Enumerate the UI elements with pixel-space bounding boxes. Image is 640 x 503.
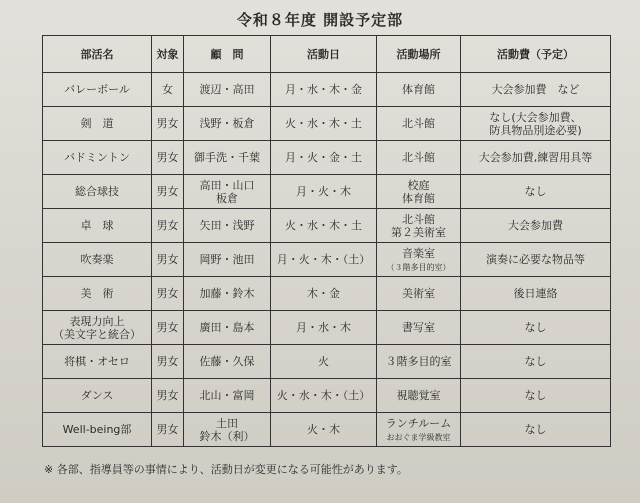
page-title: 令和８年度 開設予定部 <box>236 11 404 29</box>
place-cell-line: 第２美術室 <box>391 225 446 239</box>
target-cell <box>152 311 184 345</box>
table-row <box>43 73 611 107</box>
target-cell <box>152 379 184 413</box>
target-cell-line: 男女 <box>156 287 179 300</box>
col-header-cost: 活動費（予定） <box>461 36 611 73</box>
place-cell <box>377 209 461 243</box>
club-name-cell-line: バドミントン <box>64 151 130 164</box>
target-cell <box>152 209 184 243</box>
advisor-cell <box>184 175 271 209</box>
days-cell-line: 月・水・木・金 <box>285 83 362 96</box>
place-cell-line: 体育館 <box>402 191 435 205</box>
days-cell-line: 月・水・木 <box>296 321 351 334</box>
target-cell <box>152 107 184 141</box>
advisor-cell <box>184 379 271 413</box>
table-row <box>43 209 611 243</box>
advisor-cell-line: 加藤・鈴木 <box>199 287 255 300</box>
place-cell-line: ランチルーム <box>385 416 452 430</box>
days-cell <box>271 345 377 379</box>
cost-cell <box>461 243 611 277</box>
cost-cell-line: なし <box>524 321 547 334</box>
days-cell-line: 火・水・木・土 <box>285 219 362 232</box>
target-cell-line: 女 <box>162 83 173 96</box>
club-name-cell <box>43 107 152 141</box>
cost-cell-line: 大会参加費 <box>508 219 563 232</box>
target-cell <box>152 345 184 379</box>
place-cell-line: 体育館 <box>402 83 435 96</box>
club-name-cell-line: ダンス <box>80 389 114 402</box>
club-name-cell-line: 表現力向上 <box>69 314 125 328</box>
place-cell-line: 校庭 <box>407 178 430 192</box>
days-cell <box>271 175 377 209</box>
target-cell-line: 男女 <box>156 355 179 368</box>
cost-cell <box>461 345 611 379</box>
place-cell <box>377 73 461 107</box>
place-cell-line: 北斗館 <box>402 151 435 164</box>
club-name-cell <box>43 311 152 345</box>
advisor-cell-line: 板倉 <box>216 191 238 205</box>
cost-cell-line: なし <box>524 355 547 368</box>
place-cell-line: 美術室 <box>402 287 435 300</box>
target-cell <box>152 141 184 175</box>
target-cell <box>152 243 184 277</box>
place-cell <box>377 175 461 209</box>
cost-cell-line: 演奏に必要な物品等 <box>486 253 585 266</box>
advisor-cell <box>184 107 271 141</box>
target-cell-line: 男女 <box>156 423 179 436</box>
place-cell-line: ３階多目的室 <box>385 355 452 368</box>
footnote: ※ 各部、指導員等の事情により、活動日が変更になる可能性があります。 <box>44 463 408 476</box>
place-cell-line: 北斗館 <box>402 212 435 226</box>
advisor-cell-line: 矢田・浅野 <box>199 219 255 232</box>
place-cell <box>377 243 461 277</box>
col-header-days: 活動日 <box>271 36 377 73</box>
place-cell <box>377 107 461 141</box>
table-row <box>43 277 611 311</box>
col-header-club: 部活名 <box>43 36 152 73</box>
advisor-cell <box>184 345 271 379</box>
club-name-cell-line: 将棋・オセロ <box>64 355 130 368</box>
table-header-row <box>43 36 611 73</box>
club-table <box>42 35 611 447</box>
cost-cell <box>461 107 611 141</box>
days-cell <box>271 141 377 175</box>
cost-cell-line: 防具物品別途必要) <box>489 123 582 137</box>
target-cell-line: 男女 <box>156 253 179 266</box>
table-row <box>43 243 611 277</box>
cost-cell-line: なし <box>524 185 547 198</box>
cost-cell <box>461 175 611 209</box>
advisor-cell-line: 北山・富岡 <box>199 389 255 402</box>
advisor-cell <box>184 277 271 311</box>
club-name-cell-line: （美文字と統合） <box>53 327 141 341</box>
table-row <box>43 175 611 209</box>
cost-cell <box>461 413 611 447</box>
advisor-cell-line: 廣田・島本 <box>199 321 255 334</box>
col-header-advisor: 顧 問 <box>184 36 271 73</box>
cost-cell <box>461 73 611 107</box>
cost-cell-line: 大会参加費 など <box>491 83 580 96</box>
days-cell <box>271 277 377 311</box>
days-cell <box>271 73 377 107</box>
club-name-cell-line: 吹奏楽 <box>80 253 114 266</box>
days-cell-line: 月・火・木・（土） <box>276 253 371 266</box>
days-cell <box>271 209 377 243</box>
club-name-cell <box>43 277 152 311</box>
days-cell-line: 火・水・木・土 <box>285 117 362 130</box>
advisor-cell <box>184 209 271 243</box>
place-cell-line: （３階多目的室） <box>386 262 451 272</box>
days-cell <box>271 413 377 447</box>
club-name-cell-line: 美 術 <box>80 287 114 300</box>
advisor-cell <box>184 311 271 345</box>
table-row <box>43 345 611 379</box>
cost-cell <box>461 209 611 243</box>
col-header-place: 活動場所 <box>377 36 461 73</box>
place-cell <box>377 413 461 447</box>
cost-cell-line: なし <box>524 423 547 436</box>
place-cell <box>377 141 461 175</box>
table-row <box>43 141 611 175</box>
target-cell-line: 男女 <box>156 219 179 232</box>
days-cell <box>271 311 377 345</box>
place-cell-line: 書写室 <box>402 321 435 334</box>
days-cell <box>271 379 377 413</box>
cost-cell <box>461 379 611 413</box>
table-row <box>43 311 611 345</box>
target-cell-line: 男女 <box>156 185 179 198</box>
days-cell <box>271 243 377 277</box>
table-row <box>43 413 611 447</box>
days-cell-line: 火 <box>318 355 329 368</box>
advisor-cell-line: 浅野・板倉 <box>199 117 255 130</box>
table-row <box>43 107 611 141</box>
days-cell-line: 月・火・金・土 <box>285 151 362 164</box>
club-name-cell <box>43 413 152 447</box>
advisor-cell-line: 鈴木（利） <box>199 429 255 443</box>
club-name-cell <box>43 175 152 209</box>
target-cell-line: 男女 <box>156 321 179 334</box>
advisor-cell-line: 土田 <box>216 416 238 430</box>
target-cell-line: 男女 <box>156 151 179 164</box>
place-cell <box>377 311 461 345</box>
advisor-cell-line: 佐藤・久保 <box>199 355 255 368</box>
advisor-cell <box>184 413 271 447</box>
target-cell <box>152 413 184 447</box>
place-cell-line: 視聴覚室 <box>396 389 441 402</box>
advisor-cell <box>184 141 271 175</box>
club-name-cell-line: Well-being部 <box>62 423 132 436</box>
cost-cell <box>461 311 611 345</box>
target-cell-line: 男女 <box>156 389 179 402</box>
col-header-target: 対象 <box>152 36 184 73</box>
target-cell <box>152 73 184 107</box>
place-cell-line: 北斗館 <box>402 117 435 130</box>
days-cell-line: 火・水・木・（土） <box>276 389 371 402</box>
cost-cell <box>461 141 611 175</box>
club-name-cell <box>43 345 152 379</box>
advisor-cell <box>184 243 271 277</box>
club-name-cell-line: バレーボール <box>64 83 130 96</box>
place-cell-line: 音楽室 <box>402 246 435 260</box>
advisor-cell-line: 岡野・池田 <box>199 253 255 266</box>
advisor-cell-line: 御手洗・千葉 <box>194 151 260 164</box>
place-cell <box>377 277 461 311</box>
club-name-cell <box>43 73 152 107</box>
club-name-cell <box>43 209 152 243</box>
place-cell <box>377 345 461 379</box>
days-cell-line: 木・金 <box>307 287 340 300</box>
cost-cell-line: なし <box>524 389 547 402</box>
days-cell <box>271 107 377 141</box>
advisor-cell-line: 高田・山口 <box>199 178 255 192</box>
target-cell <box>152 175 184 209</box>
club-name-cell-line: 剣 道 <box>80 117 114 130</box>
club-name-cell-line: 卓 球 <box>80 219 114 232</box>
cost-cell-line: なし(大会参加費、 <box>489 110 582 124</box>
place-cell <box>377 379 461 413</box>
cost-cell-line: 後日連絡 <box>513 287 558 300</box>
club-name-cell <box>43 141 152 175</box>
place-cell-line: おおぐま学級教室 <box>386 432 451 442</box>
cost-cell <box>461 277 611 311</box>
target-cell-line: 男女 <box>156 117 179 130</box>
advisor-cell <box>184 73 271 107</box>
days-cell-line: 月・火・木 <box>296 185 351 198</box>
club-name-cell-line: 総合球技 <box>75 185 119 198</box>
cost-cell-line: 大会参加費,練習用具等 <box>478 151 593 164</box>
table-row <box>43 379 611 413</box>
days-cell-line: 火・木 <box>307 423 340 436</box>
club-name-cell <box>43 379 152 413</box>
advisor-cell-line: 渡辺・高田 <box>199 83 255 96</box>
target-cell <box>152 277 184 311</box>
club-name-cell <box>43 243 152 277</box>
